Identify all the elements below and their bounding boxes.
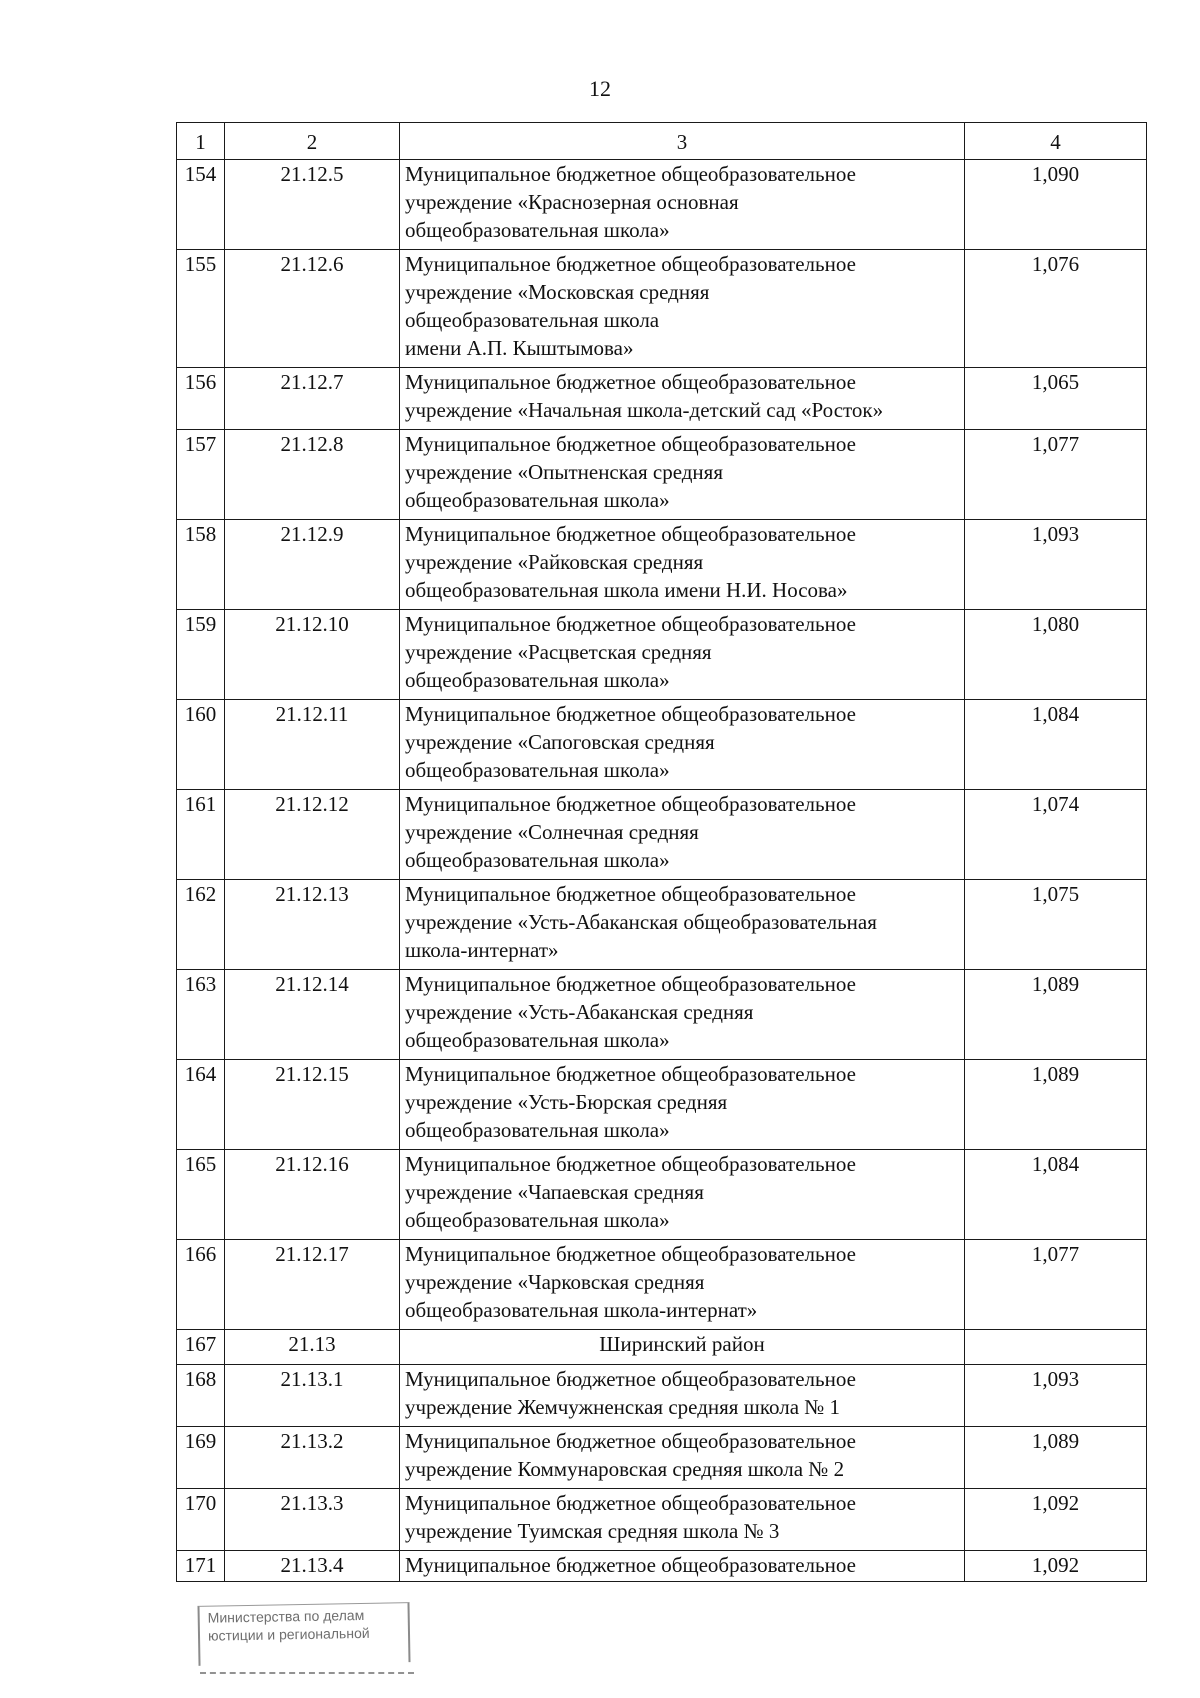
row-number-cell: 154 — [177, 160, 225, 250]
row-value-cell: 1,084 — [965, 1150, 1147, 1240]
column-header: 2 — [225, 123, 400, 160]
stamp-line: Министерства по делам — [207, 1606, 365, 1626]
row-number-cell: 159 — [177, 610, 225, 700]
row-value-cell: 1,093 — [965, 520, 1147, 610]
row-description-cell: Муниципальное бюджетное общеобразовательное учреждение «Расцветская средняя общеобразовательная школа» — [400, 610, 965, 700]
row-code-cell: 21.13.1 — [225, 1365, 400, 1427]
table-row — [177, 1551, 1147, 1582]
row-value-cell: 1,065 — [965, 368, 1147, 430]
row-description-cell: Муниципальное бюджетное общеобразовательное учреждение «Сапоговская средняя общеобразовательная школа» — [400, 700, 965, 790]
row-code-cell: 21.12.5 — [225, 160, 400, 250]
row-description-cell: Муниципальное бюджетное общеобразовательное учреждение Туимская средняя школа № 3 — [400, 1489, 965, 1551]
row-value-cell: 1,089 — [965, 1060, 1147, 1150]
row-description-cell: Ширинский район — [400, 1330, 965, 1365]
ministry-stamp — [197, 1602, 410, 1666]
table-row — [177, 1489, 1147, 1551]
row-number-cell: 161 — [177, 790, 225, 880]
row-code-cell: 21.12.10 — [225, 610, 400, 700]
row-code-cell: 21.12.12 — [225, 790, 400, 880]
row-value-cell: 1,092 — [965, 1551, 1147, 1582]
row-number-cell: 160 — [177, 700, 225, 790]
table-row — [177, 790, 1147, 880]
row-description-cell: Муниципальное бюджетное общеобразовательное учреждение «Краснозерная основная общеобразовательная школа» — [400, 160, 965, 250]
row-number-cell: 168 — [177, 1365, 225, 1427]
stamp-line: юстиции и региональной — [207, 1624, 370, 1644]
table-row — [177, 160, 1147, 250]
table-row — [177, 970, 1147, 1060]
row-number-cell: 157 — [177, 430, 225, 520]
institutions-table — [176, 122, 1147, 1582]
row-value-cell: 1,089 — [965, 970, 1147, 1060]
row-code-cell: 21.12.7 — [225, 368, 400, 430]
row-number-cell: 167 — [177, 1330, 225, 1365]
row-code-cell: 21.12.6 — [225, 250, 400, 368]
row-number-cell: 156 — [177, 368, 225, 430]
row-description-cell: Муниципальное бюджетное общеобразовательное — [400, 1551, 965, 1582]
row-value-cell — [965, 1330, 1147, 1365]
row-number-cell: 155 — [177, 250, 225, 368]
row-code-cell: 21.13 — [225, 1330, 400, 1365]
row-code-cell: 21.12.13 — [225, 880, 400, 970]
row-code-cell: 21.13.2 — [225, 1427, 400, 1489]
row-value-cell: 1,090 — [965, 160, 1147, 250]
row-description-cell: Муниципальное бюджетное общеобразовательное учреждение Жемчужненская средняя школа № 1 — [400, 1365, 965, 1427]
row-number-cell: 162 — [177, 880, 225, 970]
row-number-cell: 163 — [177, 970, 225, 1060]
row-code-cell: 21.12.14 — [225, 970, 400, 1060]
row-value-cell: 1,076 — [965, 250, 1147, 368]
row-code-cell: 21.13.3 — [225, 1489, 400, 1551]
table-row — [177, 1150, 1147, 1240]
row-value-cell: 1,093 — [965, 1365, 1147, 1427]
table-row — [177, 1427, 1147, 1489]
row-number-cell: 171 — [177, 1551, 225, 1582]
table-row — [177, 430, 1147, 520]
table-row — [177, 610, 1147, 700]
row-description-cell: Муниципальное бюджетное общеобразовательное учреждение «Чапаевская средняя общеобразовательная школа» — [400, 1150, 965, 1240]
row-description-cell: Муниципальное бюджетное общеобразовательное учреждение «Начальная школа-детский сад «Росток» — [400, 368, 965, 430]
row-value-cell: 1,074 — [965, 790, 1147, 880]
row-value-cell: 1,075 — [965, 880, 1147, 970]
table-row — [177, 520, 1147, 610]
table-row — [177, 1060, 1147, 1150]
row-code-cell: 21.13.4 — [225, 1551, 400, 1582]
table-row — [177, 700, 1147, 790]
row-value-cell: 1,080 — [965, 610, 1147, 700]
row-description-cell: Муниципальное бюджетное общеобразовательное учреждение «Чарковская средняя общеобразовательная школа-интернат» — [400, 1240, 965, 1330]
row-value-cell: 1,077 — [965, 1240, 1147, 1330]
row-number-cell: 164 — [177, 1060, 225, 1150]
row-value-cell: 1,084 — [965, 700, 1147, 790]
row-description-cell: Муниципальное бюджетное общеобразовательное учреждение «Усть-Абаканская общеобразовательная школа-интернат» — [400, 880, 965, 970]
table-row — [177, 1365, 1147, 1427]
table-row — [177, 250, 1147, 368]
row-code-cell: 21.12.16 — [225, 1150, 400, 1240]
column-header: 3 — [400, 123, 965, 160]
table-body — [177, 160, 1147, 1582]
row-code-cell: 21.12.11 — [225, 700, 400, 790]
row-code-cell: 21.12.9 — [225, 520, 400, 610]
table-header-row — [177, 123, 1147, 160]
page-number: 12 — [589, 76, 611, 101]
row-value-cell: 1,077 — [965, 430, 1147, 520]
table-row — [177, 368, 1147, 430]
row-number-cell: 170 — [177, 1489, 225, 1551]
row-description-cell: Муниципальное бюджетное общеобразовательное учреждение «Райковская средняя общеобразовательная школа имени Н.И. Носова» — [400, 520, 965, 610]
row-value-cell: 1,092 — [965, 1489, 1147, 1551]
column-header: 1 — [177, 123, 225, 160]
section-row — [177, 1330, 1147, 1365]
table-row — [177, 1240, 1147, 1330]
row-description-cell: Муниципальное бюджетное общеобразовательное учреждение «Опытненская средняя общеобразовательная школа» — [400, 430, 965, 520]
row-number-cell: 169 — [177, 1427, 225, 1489]
row-value-cell: 1,089 — [965, 1427, 1147, 1489]
row-number-cell: 158 — [177, 520, 225, 610]
row-number-cell: 166 — [177, 1240, 225, 1330]
stamp-underline — [200, 1672, 414, 1674]
row-code-cell: 21.12.15 — [225, 1060, 400, 1150]
row-description-cell: Муниципальное бюджетное общеобразовательное учреждение «Московская средняя общеобразовательная школа имени А.П. Кыштымова» — [400, 250, 965, 368]
row-description-cell: Муниципальное бюджетное общеобразовательное учреждение «Усть-Бюрская средняя общеобразовательная школа» — [400, 1060, 965, 1150]
table-row — [177, 880, 1147, 970]
row-description-cell: Муниципальное бюджетное общеобразовательное учреждение Коммунаровская средняя школа № 2 — [400, 1427, 965, 1489]
row-code-cell: 21.12.17 — [225, 1240, 400, 1330]
row-description-cell: Муниципальное бюджетное общеобразовательное учреждение «Солнечная средняя общеобразовательная школа» — [400, 790, 965, 880]
row-code-cell: 21.12.8 — [225, 430, 400, 520]
row-description-cell: Муниципальное бюджетное общеобразовательное учреждение «Усть-Абаканская средняя общеобразовательная школа» — [400, 970, 965, 1060]
column-header: 4 — [965, 123, 1147, 160]
row-number-cell: 165 — [177, 1150, 225, 1240]
